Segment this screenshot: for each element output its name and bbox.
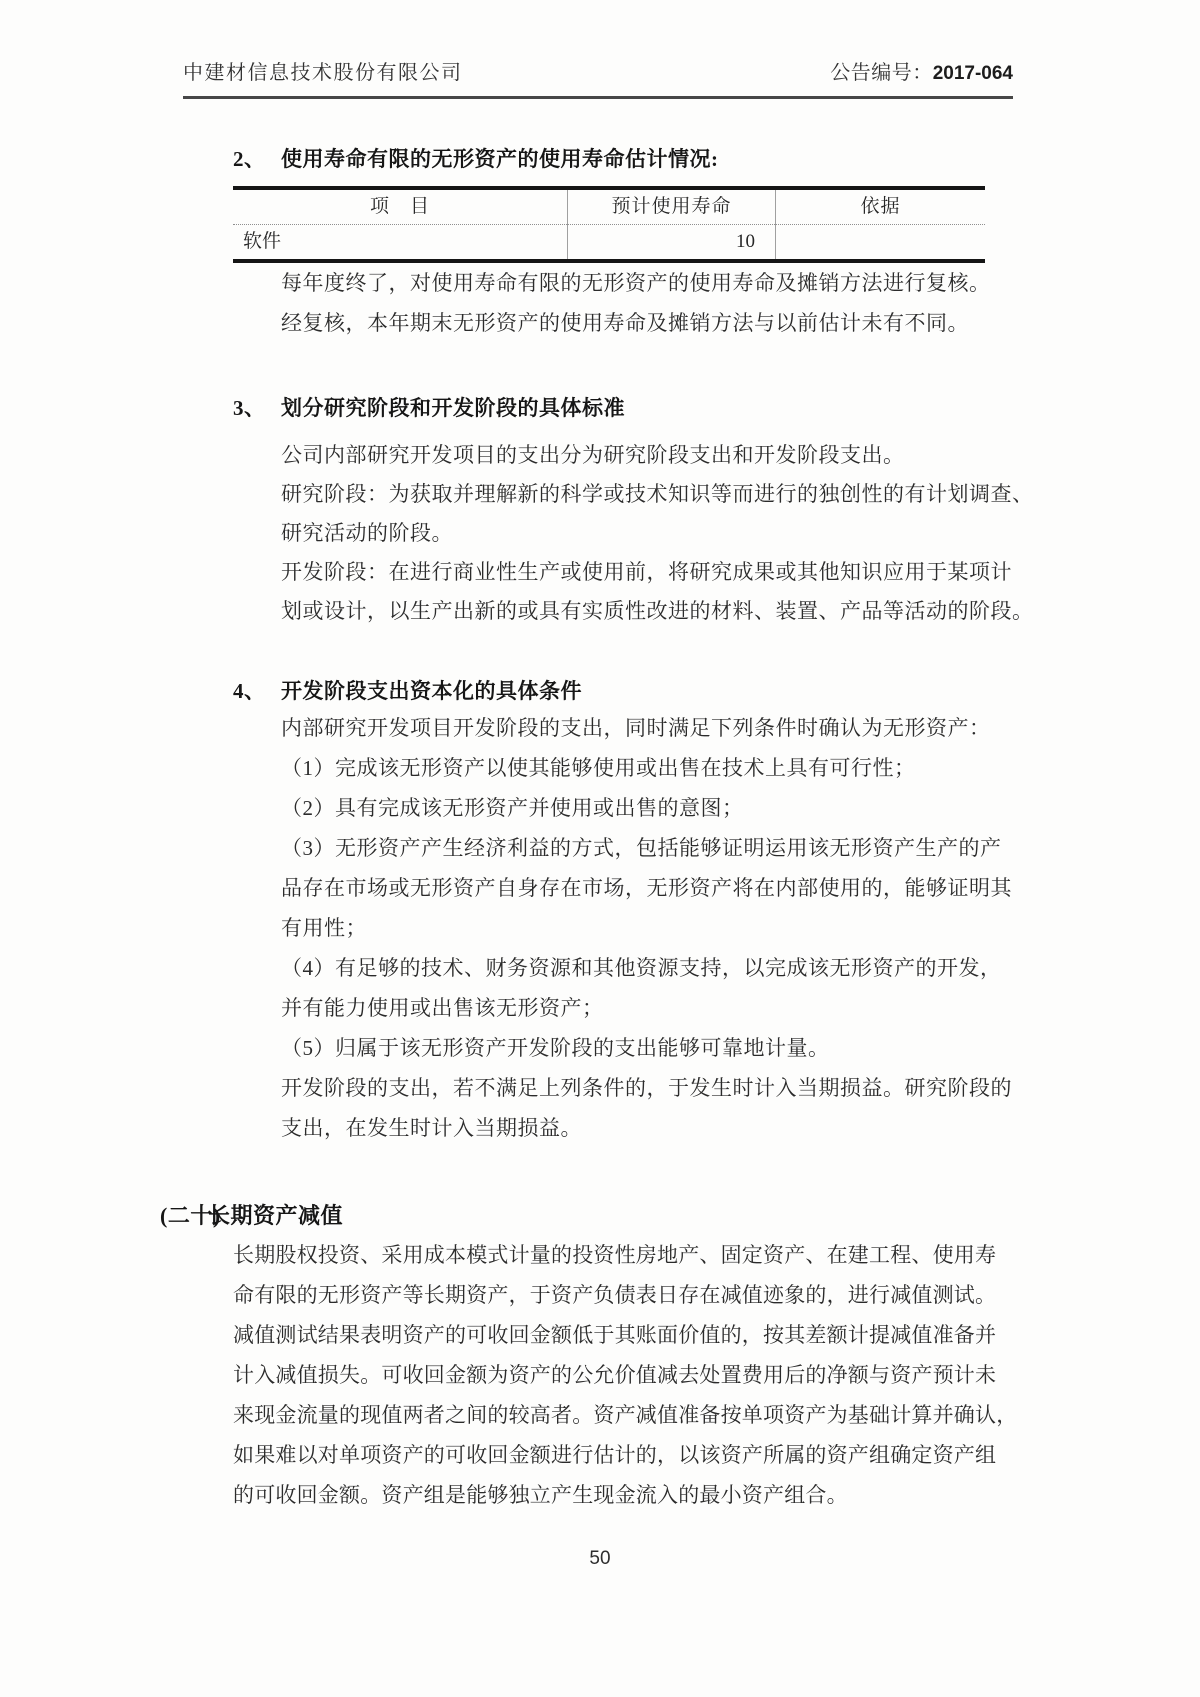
- announcement-number-value: 2017-064: [932, 63, 1013, 84]
- text-line: 长期股权投资、采用成本模式计量的投资性房地产、固定资产、在建工程、使用寿: [233, 1243, 997, 1267]
- section-2-number: 2、: [233, 147, 266, 171]
- announcement-number: [830, 56, 1013, 85]
- text-line: 公司内部研究开发项目的支出分为研究阶段支出和开发阶段支出。: [281, 443, 905, 467]
- text-line: 研究阶段：为获取并理解新的科学或技术知识等而进行的独创性的有计划调查、: [281, 482, 1034, 506]
- text-line: （3）无形资产产生经济利益的方式，包括能够证明运用该无形资产生产的产: [281, 836, 1002, 860]
- table-cell-basis-empty: [775, 225, 985, 259]
- table-header-expected-life: 预计使用寿命: [567, 190, 775, 225]
- text-line: 计入减值损失。可收回金额为资产的公允价值减去处置费用后的净额与资产预计未: [233, 1363, 997, 1387]
- text-line: 有用性；: [281, 916, 367, 940]
- text-line: 支出，在发生时计入当期损益。: [281, 1116, 582, 1140]
- table-header-basis: 依据: [775, 190, 985, 225]
- table-cell-life-value: 10: [567, 225, 775, 259]
- text-line: 品存在市场或无形资产自身存在市场，无形资产将在内部使用的，能够证明其: [281, 876, 1012, 900]
- text-line: 如果难以对单项资产的可收回金额进行估计的，以该资产所属的资产组确定资产组: [233, 1443, 997, 1467]
- section-2-title: 使用寿命有限的无形资产的使用寿命估计情况:: [281, 147, 719, 171]
- text-line: 内部研究开发项目开发阶段的支出，同时满足下列条件时确认为无形资产：: [281, 716, 991, 740]
- text-line: （4）有足够的技术、财务资源和其他资源支持，以完成该无形资产的开发，: [281, 956, 1002, 980]
- announcement-number-label: 公告编号：: [830, 62, 933, 84]
- section-20-heading: [160, 1199, 343, 1230]
- section-20-number: (二十): [160, 1203, 221, 1228]
- text-line: 每年度终了，对使用寿命有限的无形资产的使用寿命及摊销方法进行复核。: [281, 271, 991, 295]
- section-20-title: 长期资产减值: [208, 1203, 344, 1228]
- page-number: 50: [589, 1548, 611, 1569]
- text-line: （5）归属于该无形资产开发阶段的支出能够可靠地计量。: [281, 1036, 830, 1060]
- text-line: （2）具有完成该无形资产并使用或出售的意图；: [281, 796, 744, 820]
- text-line: 划或设计，以生产出新的或具有实质性改进的材料、装置、产品等活动的阶段。: [281, 599, 1034, 623]
- section-3-title: 划分研究阶段和开发阶段的具体标准: [281, 396, 625, 420]
- company-name: 中建材信息技术股份有限公司: [183, 62, 463, 84]
- section-4-paragraph: [281, 708, 1012, 1148]
- text-line: 来现金流量的现值两者之间的较高者。资产减值准备按单项资产为基础计算并确认，: [233, 1403, 1018, 1427]
- text-line: （1）完成该无形资产以使其能够使用或出售在技术上具有可行性；: [281, 756, 916, 780]
- text-line: 减值测试结果表明资产的可收回金额低于其账面价值的，按其差额计提减值准备并: [233, 1323, 997, 1347]
- text-line: 开发阶段的支出，若不满足上列条件的，于发生时计入当期损益。研究阶段的: [281, 1076, 1012, 1100]
- section-3-number: 3、: [233, 396, 266, 420]
- section-4-number: 4、: [233, 679, 266, 703]
- text-line: 的可收回金额。资产组是能够独立产生现金流入的最小资产组合。: [233, 1483, 848, 1507]
- text-line: 开发阶段：在进行商业性生产或使用前，将研究成果或其他知识应用于某项计: [281, 560, 1012, 584]
- page-header: [183, 56, 1013, 99]
- section-3-paragraph: [281, 436, 1034, 631]
- text-line: 命有限的无形资产等长期资产，于资产负债表日存在减值迹象的，进行减值测试。: [233, 1283, 997, 1307]
- text-line: 并有能力使用或出售该无形资产；: [281, 996, 604, 1020]
- text-line: 研究活动的阶段。: [281, 521, 453, 545]
- section-20-paragraph: [233, 1235, 1017, 1515]
- section-4-heading: [233, 675, 582, 705]
- section-3-heading: [233, 392, 625, 422]
- text-line: 经复核，本年期末无形资产的使用寿命及摊销方法与以前估计未有不同。: [281, 311, 969, 335]
- table-cell-item-software: 软件: [243, 231, 282, 252]
- section-2-heading: [233, 143, 719, 173]
- table-header-item: 项 目: [233, 190, 567, 225]
- section-2-paragraph: [281, 263, 991, 343]
- useful-life-table: [233, 186, 985, 263]
- section-4-title: 开发阶段支出资本化的具体条件: [281, 679, 582, 703]
